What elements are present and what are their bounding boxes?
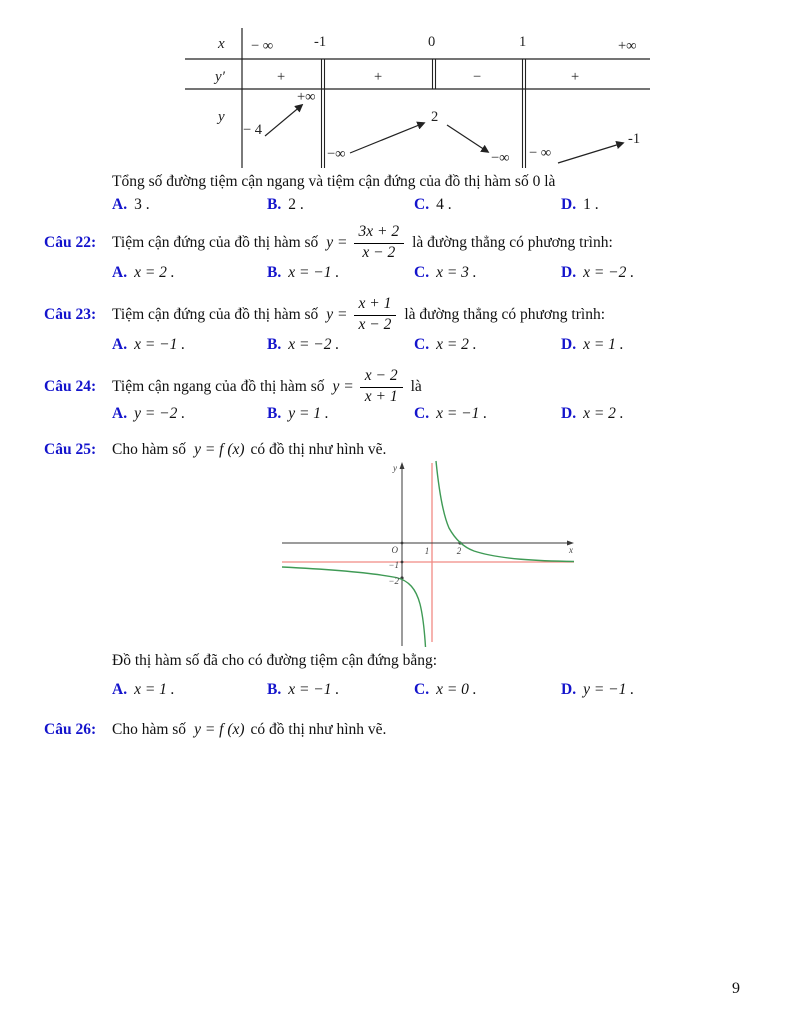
question-label: Câu 23: [44, 306, 97, 323]
fraction-denominator: x + 1 [364, 388, 398, 405]
answer-letter: B. [267, 405, 282, 422]
answer-letter: D. [561, 196, 577, 213]
answer-letter: A. [112, 405, 128, 422]
answer-option [561, 264, 772, 282]
answer-value: x = −2 . [288, 336, 340, 353]
q21-answers [112, 196, 772, 214]
answer-value: y = 1 . [288, 405, 329, 422]
answer-letter: A. [112, 264, 128, 281]
table-y-max: 2 [431, 109, 439, 125]
q22-answers [112, 264, 772, 282]
answer-letter: A. [112, 196, 128, 213]
answer-option [267, 681, 414, 699]
origin-point [401, 542, 404, 545]
answer-value: x = 2 . [134, 264, 175, 281]
q24-answers [112, 405, 772, 423]
fraction-numerator: x + 1 [354, 295, 397, 316]
answer-letter: A. [112, 681, 128, 698]
page-number: 9 [732, 980, 740, 997]
answer-option [112, 264, 267, 282]
answer-value: x = 1 . [134, 681, 175, 698]
question-label: Câu 25: [44, 441, 97, 458]
answer-letter: B. [267, 681, 282, 698]
answer-option [561, 405, 772, 423]
answer-letter: D. [561, 264, 577, 281]
answer-letter: B. [267, 264, 282, 281]
question-post: có đồ thị như hình vẽ. [250, 441, 387, 458]
answer-letter: C. [414, 336, 430, 353]
answer-option [267, 405, 414, 423]
graph-x-label: x [569, 545, 573, 555]
table-sign-2: + [374, 69, 383, 85]
graph-tick-m2: −2 [388, 576, 399, 586]
y-axis-arrow [400, 462, 405, 469]
table-sign-1: + [277, 69, 286, 85]
answer-letter: D. [561, 405, 577, 422]
variation-table [185, 26, 651, 170]
table-y-plus-inf: +∞ [297, 89, 316, 105]
equation-lhs: y = [332, 378, 354, 395]
equation-lhs: y = [326, 306, 348, 323]
curve-left-branch [282, 567, 426, 647]
question-pre: Tiệm cận ngang của đồ thị hàm số [112, 378, 325, 395]
answer-option [561, 336, 772, 354]
fraction-numerator: x − 2 [360, 367, 403, 388]
table-y-end: -1 [628, 131, 641, 147]
answer-value: 3 . [134, 196, 150, 213]
table-yprime-label: y′ [215, 69, 225, 85]
answer-option [112, 336, 267, 354]
question-label: Câu 24: [44, 378, 97, 395]
answer-value: x = −1 . [288, 264, 340, 281]
fraction [354, 223, 405, 262]
table-x-label: x [218, 36, 225, 52]
graph-tick-2: 2 [456, 546, 462, 556]
answer-letter: C. [414, 196, 430, 213]
q25-answers [112, 681, 772, 699]
answer-letter: C. [414, 264, 430, 281]
answer-option [414, 405, 561, 423]
question-pre: Tiệm cận đứng của đồ thị hàm số [112, 234, 319, 251]
table-x-minus-inf: − ∞ [251, 38, 274, 54]
answer-letter: B. [267, 196, 282, 213]
table-x-1: 1 [519, 34, 527, 50]
answer-value: x = 2 . [436, 336, 477, 353]
q23-answers [112, 336, 772, 354]
answer-option [414, 336, 561, 354]
answer-letter: D. [561, 336, 577, 353]
answer-value: x = 0 . [436, 681, 477, 698]
answer-option [414, 196, 561, 214]
answer-letter: B. [267, 336, 282, 353]
question-pre: Cho hàm số [112, 721, 187, 738]
answer-value: x = 1 . [583, 336, 624, 353]
table-sign-4: + [571, 69, 580, 85]
table-x-plus-inf: +∞ [618, 38, 637, 54]
question-23 [44, 293, 605, 337]
answer-letter: D. [561, 681, 577, 698]
answer-value: 2 . [288, 196, 304, 213]
table-arrow-up-2 [350, 123, 424, 153]
answer-value: 1 . [583, 196, 599, 213]
table-arrow-up-1 [265, 105, 302, 136]
answer-option [112, 196, 267, 214]
question-25 [44, 441, 386, 459]
fraction-numerator: 3x + 2 [354, 223, 405, 244]
answer-option [112, 405, 267, 423]
fraction-denominator: x − 2 [358, 316, 392, 333]
answer-value: y = −2 . [134, 405, 186, 422]
answer-value: x = −1 . [288, 681, 340, 698]
answer-letter: C. [414, 405, 430, 422]
answer-option [267, 264, 414, 282]
fraction-denominator: x − 2 [362, 244, 396, 261]
fraction [354, 295, 397, 334]
table-arrow-down-1 [447, 125, 488, 152]
table-x-0: 0 [428, 34, 436, 50]
graph-origin-label: O [391, 545, 398, 555]
answer-option [414, 264, 561, 282]
graph-tick-m1: −1 [388, 560, 399, 570]
table-y-minus-inf-b: −∞ [491, 150, 510, 166]
question-22 [44, 221, 613, 265]
question-post: có đồ thị như hình vẽ. [250, 721, 387, 738]
table-y-label: y [218, 109, 225, 125]
question-26 [44, 721, 386, 739]
question-24 [44, 365, 422, 409]
function-formula: y = f (x) [194, 441, 245, 458]
equation-lhs: y = [326, 234, 348, 251]
question-pre: Tiệm cận đứng của đồ thị hàm số [112, 306, 319, 323]
answer-value: 4 . [436, 196, 452, 213]
answer-value: x = −1 . [134, 336, 186, 353]
question-label: Câu 26: [44, 721, 97, 738]
graph-tick-1: 1 [424, 546, 430, 556]
table-y-minus-inf-a: −∞ [327, 146, 346, 162]
question-pre: Cho hàm số [112, 441, 187, 458]
fraction [360, 367, 403, 406]
answer-option [561, 196, 772, 214]
answer-option [414, 681, 561, 699]
function-formula: y = f (x) [194, 721, 245, 738]
table-arrow-up-3 [558, 143, 623, 163]
table-x-m1: -1 [314, 34, 327, 50]
q21-stem: Tổng số đường tiệm cận ngang và tiệm cận đứng của đồ thị hàm số 0 là [112, 173, 556, 190]
point-y-m1 [401, 561, 404, 564]
answer-letter: C. [414, 681, 430, 698]
question-post: là đường thẳng có phương trình: [404, 306, 606, 323]
function-graph [278, 458, 580, 648]
answer-option [112, 681, 267, 699]
question-label: Câu 22: [44, 234, 97, 251]
table-sign-3: − [473, 69, 482, 85]
graph-y-label: y [393, 463, 397, 473]
question-post: là đường thẳng có phương trình: [412, 234, 613, 251]
q25-substem: Đồ thị hàm số đã cho có đường tiệm cận đứng bằng: [112, 652, 438, 669]
answer-value: x = −1 . [436, 405, 488, 422]
answer-option [267, 196, 414, 214]
answer-option [561, 681, 772, 699]
answer-letter: A. [112, 336, 128, 353]
table-y-start: − 4 [243, 122, 263, 138]
answer-value: x = 3 . [436, 264, 477, 281]
table-y-minus-inf-c: − ∞ [529, 145, 552, 161]
answer-option [267, 336, 414, 354]
answer-value: y = −1 . [583, 681, 635, 698]
answer-value: x = 2 . [583, 405, 624, 422]
answer-value: x = −2 . [583, 264, 635, 281]
question-post: là [410, 378, 422, 395]
